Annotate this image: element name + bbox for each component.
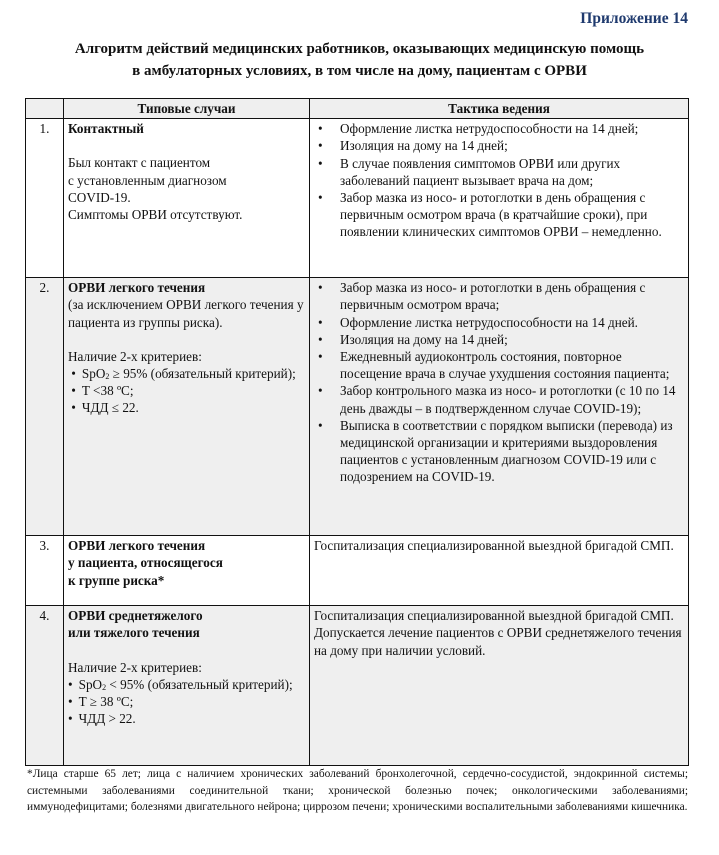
criteria-item: • T ≥ 38 ºC;: [68, 694, 134, 710]
case-title: ОРВИ легкого течения: [68, 280, 206, 296]
tactics-item: • Изоляция на дому на 14 дней;: [314, 137, 684, 154]
criteria-label: Наличие 2-х критериев:: [68, 348, 202, 364]
table-row: [26, 606, 689, 766]
criteria-label: Наличие 2-х критериев:: [68, 659, 202, 675]
case-text-line: COVID-19.: [68, 189, 131, 205]
tactics-cell: Госпитализация специализированной выездной бригадой СМП.: [310, 536, 689, 606]
case-title-line: у пациента, относящегося: [68, 555, 223, 571]
tactics-item: • Забор мазка из носо- и ротоглотки в день обращения с первичным осмотром врача (в кратчайшие сроки), при появлении клинических симптомов ОРВИ – немедленно.: [314, 189, 684, 241]
title-line-1: Алгоритм действий медицинских работников, оказывающих медицинскую помощь: [74, 41, 645, 57]
table-row: [26, 119, 689, 278]
case-text-line: Был контакт с пациентом: [68, 155, 211, 171]
header-tactics: Тактика ведения: [310, 99, 689, 119]
case-title: Контактный: [68, 121, 144, 137]
tactics-item: • Забор мазка из носо- и ротоглотки в день обращения с первичным осмотром врача;: [314, 279, 684, 313]
algorithm-table: [25, 98, 689, 766]
row-number: 3.: [26, 536, 64, 606]
tactics-line: Допускается лечение пациентов с ОРВИ среднетяжелого течения на дому при наличии условий.: [314, 625, 682, 658]
tactics-item: • Выписка в соответствии с порядком выписки (перевода) из медицинской организации и критериями выздоровления пациентов с установленным диагнозом COVID-19 или с подозрением на COVID-19.: [314, 417, 684, 486]
header-number: [26, 99, 64, 119]
case-cell: [64, 119, 310, 278]
row-number: 4.: [26, 606, 64, 766]
criteria-list: [68, 365, 305, 417]
tactics-item: • Забор контрольного мазка из носо- и ротоглотки (с 10 по 14 день дважды – в подтвержденном случае COVID-19);: [314, 382, 684, 416]
tactics-cell: [310, 278, 689, 536]
case-cell: [64, 606, 310, 766]
tactics-list: [314, 120, 684, 240]
appendix-label: Приложение 14: [580, 10, 688, 27]
case-text-line: Симптомы ОРВИ отсутствуют.: [68, 207, 243, 223]
tactics-cell: [310, 119, 689, 278]
case-title-line: к группе риска*: [68, 572, 165, 588]
header-typical-cases: Типовые случаи: [64, 99, 310, 119]
case-title-line: или тяжелого течения: [68, 625, 200, 641]
criteria-item: • ЧДД ≤ 22.: [68, 400, 139, 416]
table-row: [26, 536, 689, 606]
case-text: (за исключением ОРВИ легкого течения у пациента из группы риска).: [68, 297, 304, 330]
document-title: [0, 38, 719, 82]
case-title-line: ОРВИ среднетяжелого: [68, 608, 203, 624]
footnote: *Лица старше 65 лет; лица с наличием хронических заболеваний бронхолегочной, сердечно-сосудистой, эндокринной системы; системными заболеваниями соединительной ткани; хронической болезнью почек; онкологическими заболеваниями; иммунодефицитами; болезнями двигательного нейрона; циррозом печени; хроническими воспалительными заболеваниями кишечника.: [27, 768, 688, 814]
criteria-item: • SpO$_2$ ≥ 95% (обязательный критерий);: [68, 366, 296, 382]
row-number: 2.: [26, 278, 64, 536]
title-line-2: в амбулаторных условиях, в том числе на дому, пациентам с ОРВИ: [132, 63, 587, 79]
tactics-item: • В случае появления симптомов ОРВИ или других заболеваний пациент вызывает врача на дом;: [314, 155, 684, 189]
case-title-line: ОРВИ легкого течения: [68, 538, 206, 554]
criteria-item: • T <38 ºC;: [68, 383, 134, 399]
case-cell: [64, 536, 310, 606]
row-number: 1.: [26, 119, 64, 278]
tactics-cell: [310, 606, 689, 766]
case-text-line: с установленным диагнозом: [68, 172, 227, 188]
table-header-row: [26, 99, 689, 119]
tactics-item: • Оформление листка нетрудоспособности на 14 дней.: [314, 314, 684, 331]
tactics-item: • Оформление листка нетрудоспособности на 14 дней;: [314, 120, 684, 137]
tactics-list: [314, 279, 684, 485]
criteria-list: [68, 676, 305, 728]
tactics-line: Госпитализация специализированной выездной бригадой СМП.: [314, 608, 674, 624]
case-cell: [64, 278, 310, 536]
criteria-item: • SpO$_2$ < 95% (обязательный критерий);: [68, 676, 293, 692]
table-row: [26, 278, 689, 536]
tactics-item: • Ежедневный аудиоконтроль состояния, повторное посещение врача в случае ухудшения состояния пациента;: [314, 348, 684, 382]
criteria-item: • ЧДД > 22.: [68, 711, 136, 727]
tactics-item: • Изоляция на дому на 14 дней;: [314, 331, 684, 348]
